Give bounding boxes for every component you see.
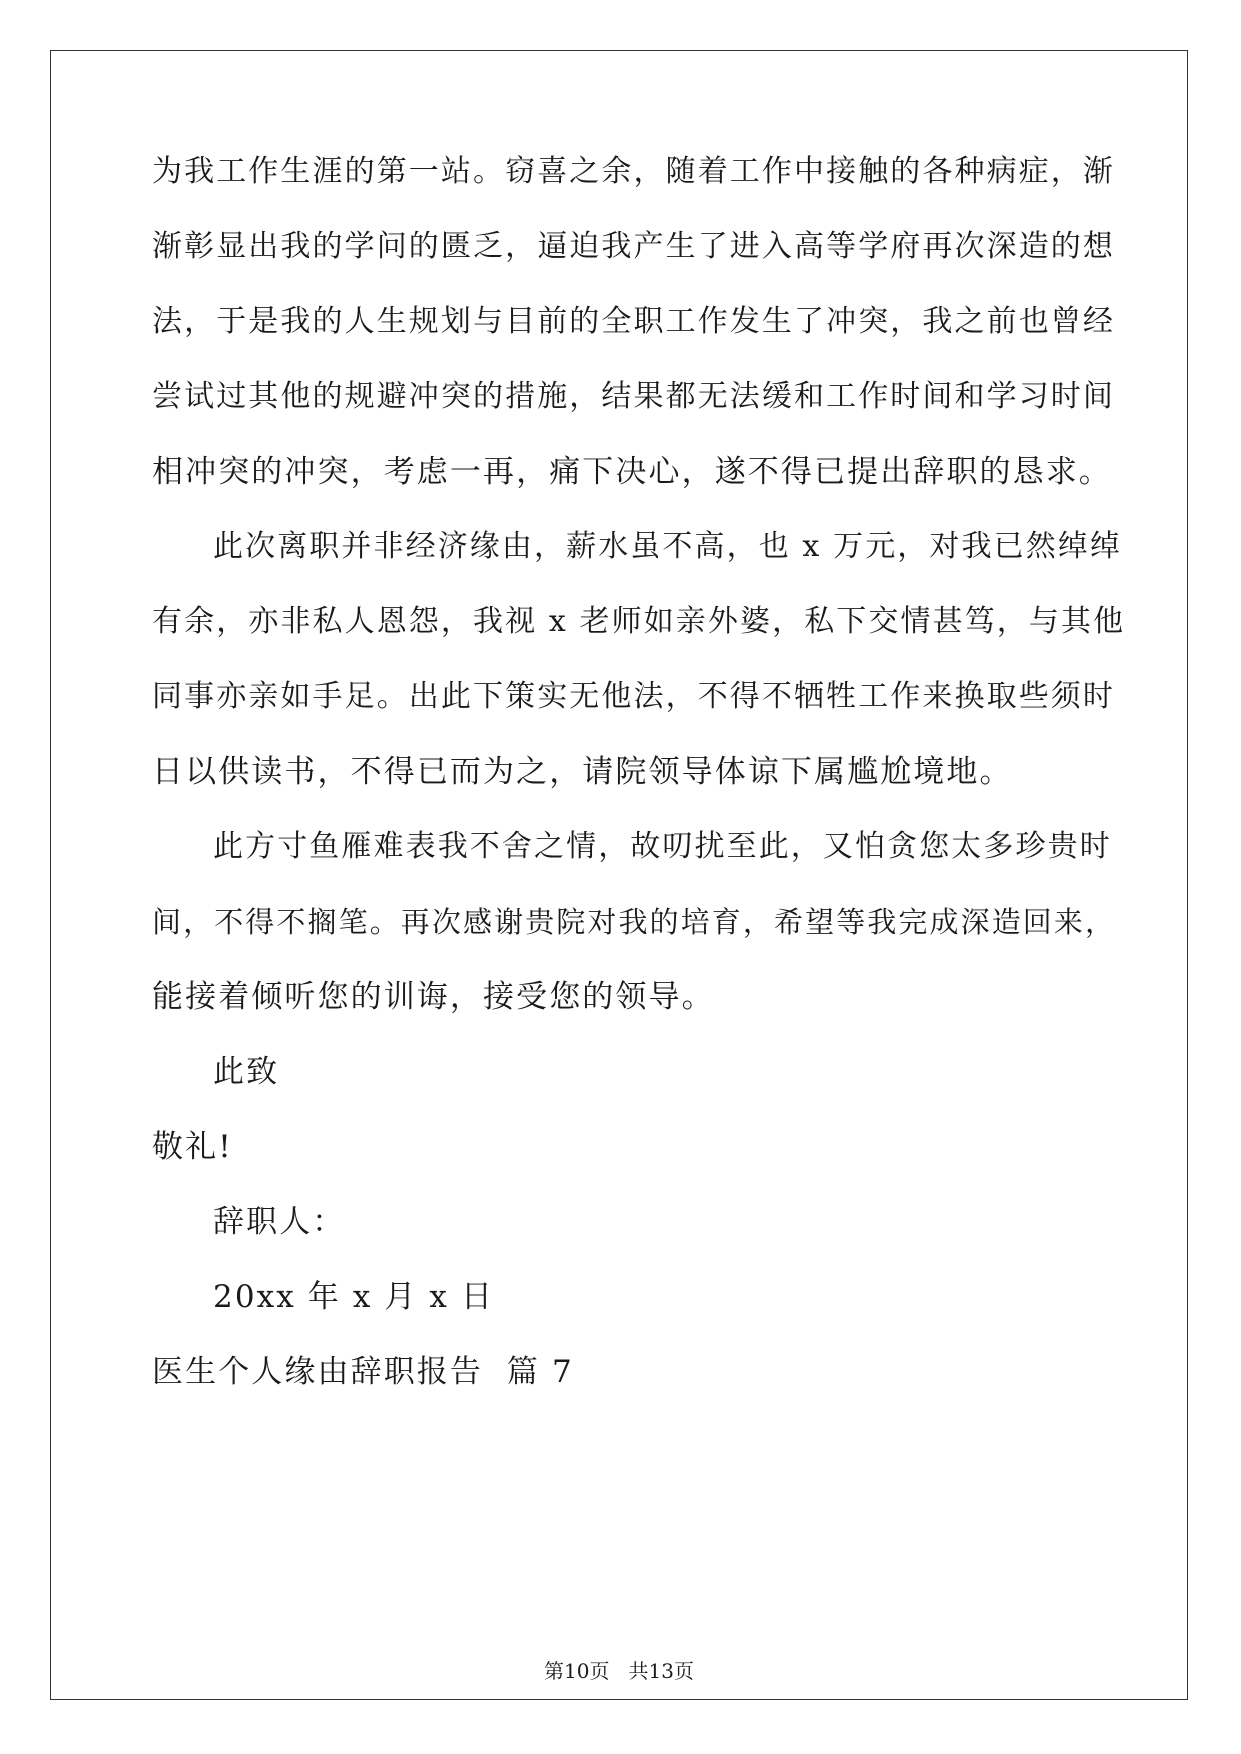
paragraph-3-line-3: 能接着倾听您的训诲，接受您的领导。 bbox=[152, 979, 715, 1015]
closing-text: 此致 bbox=[213, 1054, 280, 1090]
paragraph-2-line-4: 日以供读书，不得已而为之，请院领导体谅下属尴尬境地。 bbox=[152, 754, 1013, 790]
paragraph-3-line-2: 间，不得不搁笔。再次感谢贵院对我的培育，希望等我完成深造回来， bbox=[152, 905, 1117, 939]
paragraph-2-line-1: 此次离职并非经济缘由，薪水虽不高，也 x 万元，对我已然绰绰 bbox=[213, 529, 1122, 564]
paragraph-3-line-1: 此方寸鱼雁难表我不舍之情，故叨扰至此，又怕贪您太多珍贵时 bbox=[213, 829, 1112, 864]
paragraph-1-line-4: 尝试过其他的规避冲突的措施，结果都无法缓和工作时间和学习时间 bbox=[152, 379, 1115, 414]
paragraph-2-line-2: 有余，亦非私人恩怨，我视 x 老师如亲外婆，私下交情甚笃，与其他 bbox=[152, 604, 1126, 639]
paragraph-1-line-1: 为我工作生涯的第一站。窃喜之余，随着工作中接触的各种病症，渐 bbox=[152, 154, 1115, 189]
paragraph-1-line-3: 法，于是我的人生规划与目前的全职工作发生了冲突，我之前也曾经 bbox=[152, 304, 1115, 339]
page-number-indicator: 第10页 共13页 bbox=[544, 1659, 694, 1683]
paragraph-2-line-3: 同事亦亲如手足。出此下策实无他法，不得不牺牲工作来换取些须时 bbox=[152, 679, 1115, 714]
signature-label: 辞职人： bbox=[213, 1204, 346, 1240]
paragraph-1-line-5: 相冲突的冲突，考虑一再，痛下决心，遂不得已提出辞职的恳求。 bbox=[152, 454, 1112, 490]
next-section-title: 医生个人缘由辞职报告 篇 7 bbox=[152, 1354, 574, 1390]
salute-text: 敬礼! bbox=[152, 1129, 233, 1165]
date-text: 20xx 年 x 月 x 日 bbox=[213, 1279, 495, 1315]
paragraph-1-line-2: 渐彰显出我的学问的匮乏，逼迫我产生了进入高等学府再次深造的想 bbox=[152, 229, 1115, 264]
document-page bbox=[50, 50, 1188, 1700]
